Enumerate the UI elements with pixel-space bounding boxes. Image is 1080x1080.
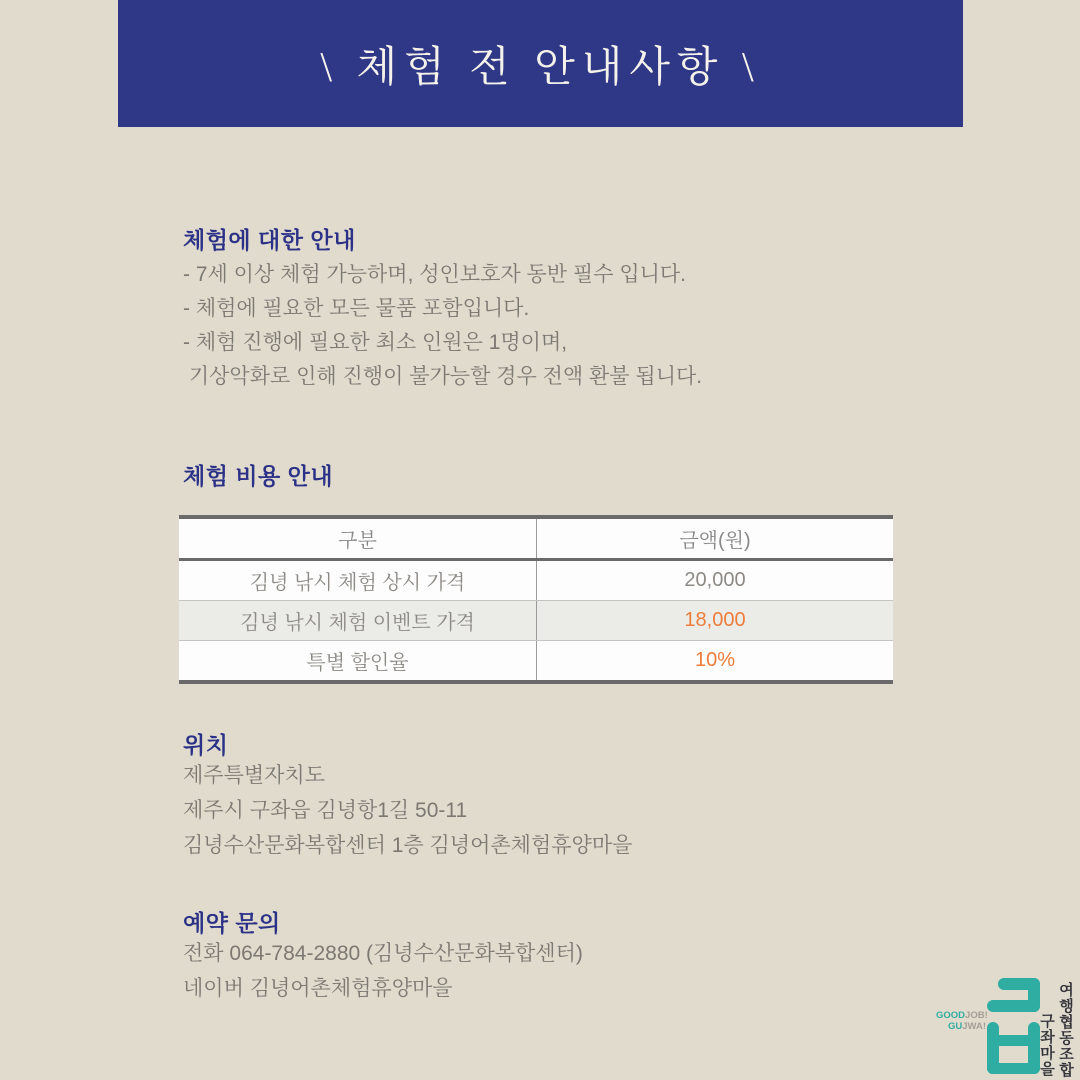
table-header-amount: 금액(원)	[679, 530, 751, 552]
table-cell-value: 20,000	[684, 569, 746, 591]
location-line: 김녕수산문화복합센터 1층 김녕어촌체험휴양마을	[183, 834, 633, 857]
about-line: - 체험에 필요한 모든 물품 포함입니다.	[183, 297, 530, 320]
location-line: 제주특별자치도	[183, 764, 326, 787]
booking-heading: 예약 문의	[183, 910, 281, 936]
table-row	[179, 640, 893, 680]
logo-gu-text: GU	[948, 1021, 963, 1032]
table-header-category: 구분	[179, 519, 537, 558]
location-heading: 위치	[183, 732, 229, 758]
logo-vertical-text-coop: 여행협동조합	[1057, 982, 1074, 1078]
about-heading: 체험에 대한 안내	[183, 227, 356, 253]
header-band	[118, 0, 963, 127]
booking-lines	[183, 936, 583, 1006]
table-cell-value: 18,000	[684, 609, 746, 631]
goodjob-mark-icon	[987, 977, 1041, 1075]
logo-goodjob-line	[936, 1010, 986, 1021]
about-line: - 7세 이상 체험 가능하며, 성인보호자 동반 필수 입니다.	[183, 263, 687, 286]
logo-job-text: JOB!	[965, 1010, 988, 1021]
about-line: - 체험 진행에 필요한 최소 인원은 1명이며,	[183, 331, 568, 354]
about-line: 기상악화로 인해 진행이 불가능할 경우 전액 환불 됩니다.	[183, 365, 703, 388]
table-cell-label: 김녕 낚시 체험 상시 가격	[179, 561, 537, 600]
table-row	[179, 600, 893, 640]
booking-line: 네이버 김녕어촌체험휴양마을	[183, 977, 453, 1000]
logo-jwa-text: JWA!	[962, 1021, 986, 1032]
pricing-heading: 체험 비용 안내	[183, 463, 334, 489]
logo-gujwa-line	[936, 1021, 986, 1032]
table-cell-value: 10%	[694, 649, 736, 671]
page-title: \ 체험 전 안내사항 \	[320, 44, 761, 91]
table-header-row	[179, 519, 893, 561]
location-line: 제주시 구좌읍 김녕항1길 50-11	[183, 799, 468, 822]
booking-line: 전화 064-784-2880 (김녕수산문화복합센터)	[183, 942, 583, 965]
table-cell-label: 김녕 낚시 체험 이벤트 가격	[179, 601, 537, 640]
logo-vertical-text-village: 구좌마을	[1038, 1013, 1055, 1077]
location-lines	[183, 758, 632, 863]
about-lines	[183, 258, 702, 394]
pricing-table	[179, 515, 893, 684]
logo-good-text: GOOD	[936, 1010, 966, 1021]
table-cell-label: 특별 할인율	[179, 641, 537, 680]
table-row	[179, 561, 893, 600]
logo-wordmark	[936, 1010, 986, 1032]
gujwa-village-logo	[930, 960, 1080, 1080]
